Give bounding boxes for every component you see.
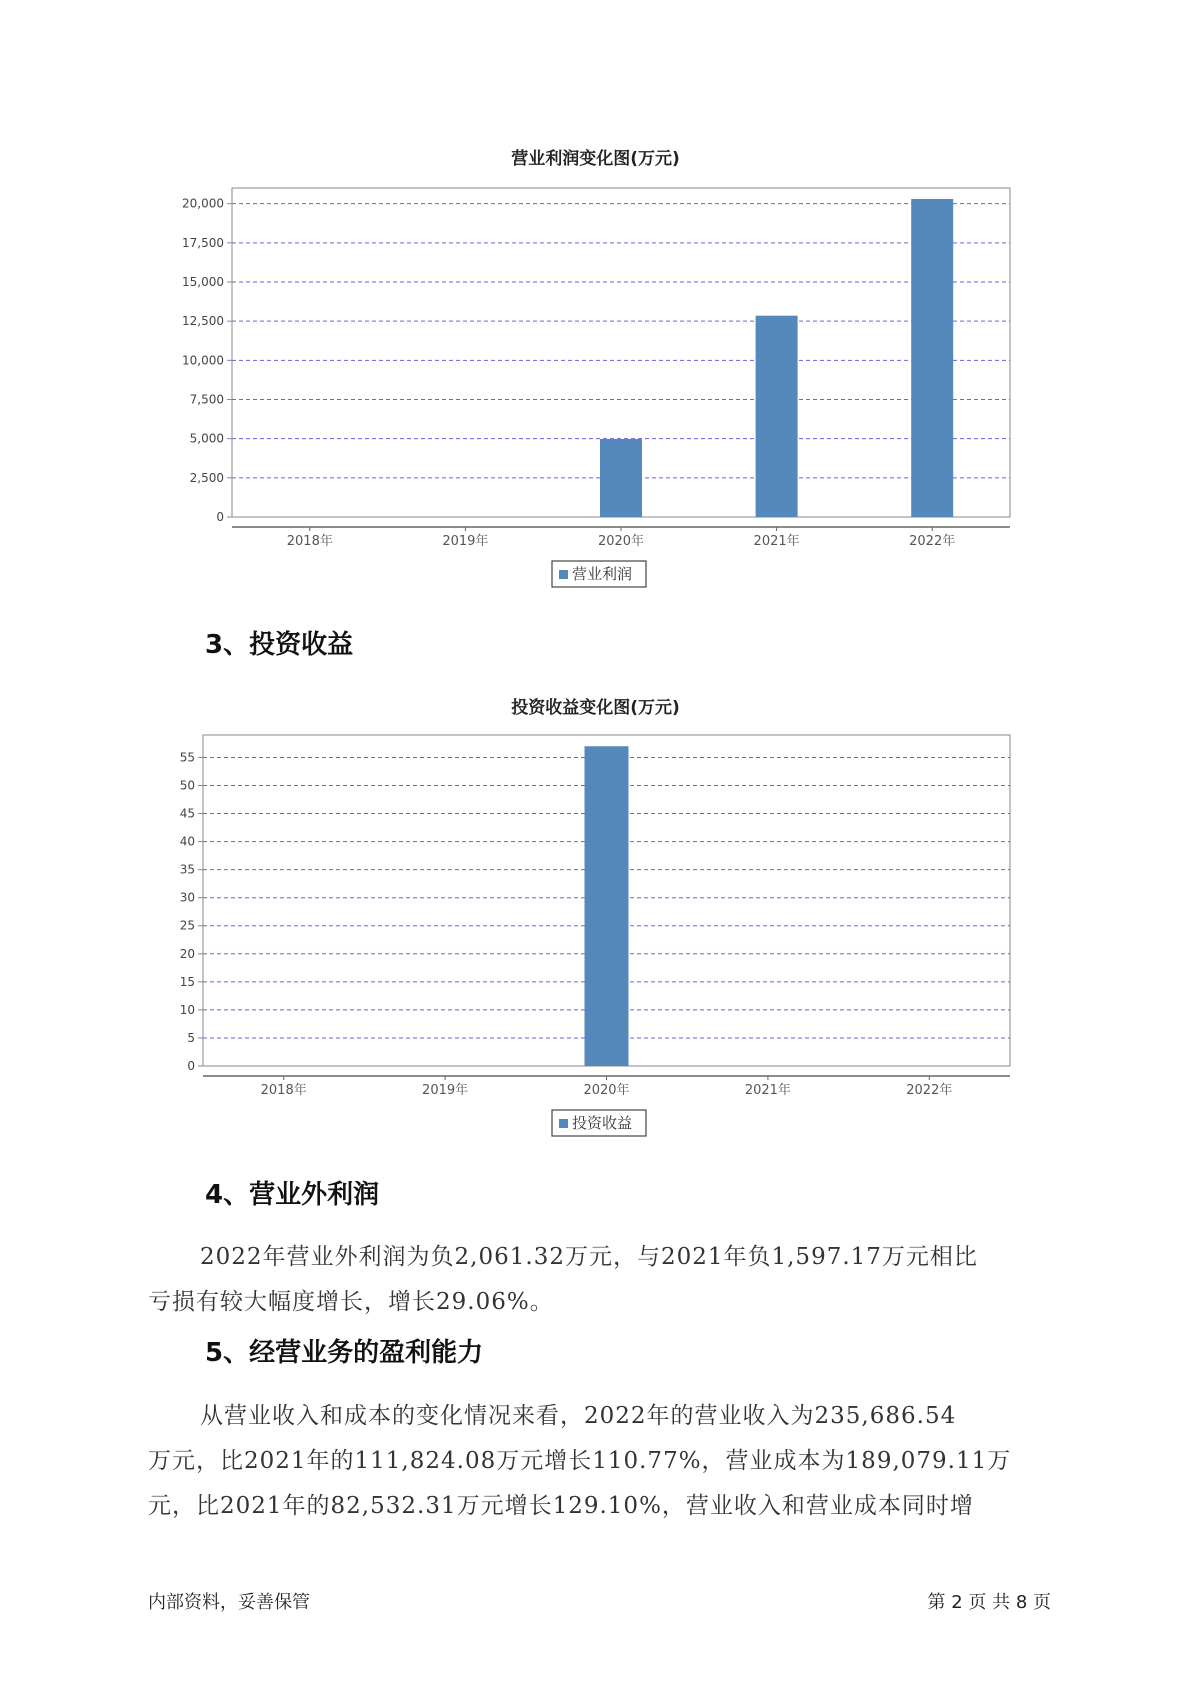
paragraph-line: 从营业收入和成本的变化情况来看，2022年的营业收入为235,686.54 (200, 1403, 957, 1429)
legend-label: 投资收益 (572, 1114, 633, 1132)
x-tick-label: 2018年 (286, 534, 333, 549)
x-tick-label: 2020年 (583, 1083, 630, 1098)
paragraph-line: 元，比2021年的82,532.31万元增长129.10%，营业收入和营业成本同时增 (148, 1493, 974, 1519)
bar (585, 746, 629, 1066)
x-tick-label: 2019年 (442, 534, 489, 549)
y-tick-label: 50 (179, 778, 195, 793)
legend-swatch (559, 570, 568, 579)
x-tick-label: 2019年 (422, 1083, 469, 1098)
chart2-title: 投资收益变化图(万元) (511, 698, 680, 718)
y-tick-label: 20 (179, 946, 195, 961)
bar (756, 316, 798, 517)
paragraph-line: 万元，比2021年的111,824.08万元增长110.77%，营业成本为189,079.11万 (148, 1448, 1012, 1474)
y-tick-label: 15,000 (182, 275, 224, 289)
paragraph-line: 2022年营业外利润为负2,061.32万元，与2021年负1,597.17万元相比 (200, 1244, 978, 1270)
y-tick-label: 5,000 (189, 431, 224, 446)
y-tick-label: 12,500 (182, 314, 224, 329)
x-tick-label: 2020年 (597, 534, 645, 549)
y-tick-label: 35 (179, 862, 195, 877)
footer-page-number: 第 2 页 共 8 页 (927, 1592, 1051, 1613)
x-tick-label: 2022年 (906, 1083, 953, 1098)
legend (552, 561, 646, 587)
y-tick-label: 0 (216, 510, 224, 524)
section4-heading: 4、营业外利润 (205, 1180, 380, 1210)
operating-profit-chart (0, 180, 1191, 600)
x-tick-label: 2021年 (753, 534, 800, 549)
section3-heading: 3、投资收益 (205, 630, 354, 660)
legend (552, 1110, 646, 1136)
y-tick-label: 45 (179, 806, 195, 821)
footer-confidential: 内部资料，妥善保管 (148, 1592, 310, 1613)
y-tick-label: 20,000 (182, 196, 224, 211)
y-tick-label: 10 (179, 1002, 195, 1017)
legend-label: 营业利润 (572, 565, 633, 583)
section5-heading: 5、经营业务的盈利能力 (205, 1338, 484, 1368)
paragraph-line: 亏损有较大幅度增长，增长29.06%。 (148, 1289, 554, 1315)
legend-swatch (559, 1119, 568, 1128)
y-tick-label: 15 (179, 974, 195, 989)
y-tick-label: 5 (187, 1030, 195, 1045)
bar (911, 199, 953, 517)
y-tick-label: 40 (179, 834, 195, 849)
y-tick-label: 17,500 (182, 235, 224, 250)
y-tick-label: 0 (187, 1059, 195, 1073)
chart1-title: 营业利润变化图(万元) (511, 149, 680, 169)
y-tick-label: 2,500 (189, 470, 224, 485)
investment-income-chart (0, 730, 1191, 1150)
bar (600, 439, 642, 517)
x-tick-label: 2021年 (744, 1083, 791, 1098)
y-tick-label: 30 (179, 890, 195, 905)
y-tick-label: 25 (179, 918, 195, 933)
section5-paragraph (148, 1394, 1048, 1529)
section4-paragraph (148, 1235, 1048, 1325)
y-tick-label: 7,500 (189, 392, 224, 407)
y-tick-label: 10,000 (182, 353, 224, 368)
x-tick-label: 2018年 (260, 1083, 307, 1098)
y-tick-label: 55 (179, 750, 195, 765)
x-tick-label: 2022年 (909, 534, 956, 549)
